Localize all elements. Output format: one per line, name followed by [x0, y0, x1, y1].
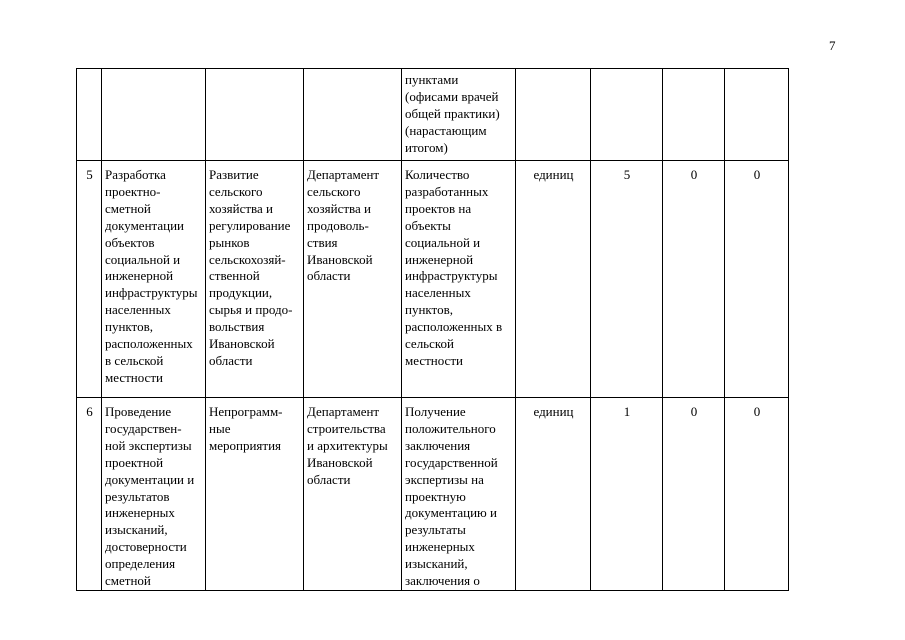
cell-text: 0 — [690, 404, 698, 419]
cell-line: пунктов, — [105, 319, 153, 335]
executor-cell — [304, 69, 402, 161]
cell-line: Получение — [405, 404, 466, 419]
cell-line: пунктами — [405, 72, 459, 87]
value-2-cell — [663, 161, 725, 398]
executor-cell — [304, 398, 402, 591]
cell-text: 5 — [623, 167, 631, 182]
cell-line: рынков — [209, 234, 250, 250]
cell-line: сметной — [105, 200, 151, 216]
cell-text: 0 — [690, 167, 698, 182]
row-number-cell — [77, 398, 102, 591]
unit-cell — [516, 398, 591, 591]
cell-line: сырья и продо- — [209, 302, 293, 318]
cell-line: заключения о — [405, 573, 480, 589]
cell-text: 0 — [753, 404, 761, 419]
cell-line: проектов на — [405, 200, 472, 216]
cell-line: Ивановской — [307, 454, 373, 470]
cell-line: проектную — [405, 488, 466, 504]
cell-line: в сельской — [105, 352, 164, 368]
program-cell — [206, 161, 304, 398]
cell-line: сельскохозяй- — [209, 251, 286, 267]
program-cell — [206, 69, 304, 161]
cell-line: Ивановской — [307, 251, 373, 267]
cell-line: области — [209, 352, 253, 368]
indicator-cell — [402, 398, 516, 591]
program-table — [76, 68, 789, 591]
activity-cell — [102, 69, 206, 161]
cell-text: 6 — [86, 404, 93, 419]
cell-line: проектной — [105, 454, 164, 470]
table-row — [77, 161, 789, 398]
cell-line: ствия — [307, 234, 338, 250]
cell-line: изысканий, — [105, 522, 168, 538]
value-3-cell — [725, 161, 789, 398]
cell-line: сельской — [405, 336, 454, 352]
cell-line: населенных — [105, 302, 171, 318]
cell-line: общей практики) — [405, 105, 500, 121]
cell-line: результатов — [105, 488, 170, 504]
cell-line: положительного — [405, 420, 496, 436]
program-cell — [206, 398, 304, 591]
cell-text: 0 — [753, 167, 761, 182]
cell-text: единиц — [533, 167, 574, 182]
value-3-cell — [725, 398, 789, 591]
cell-line: области — [307, 471, 351, 487]
cell-line: изысканий, — [405, 556, 468, 572]
cell-line: ные — [209, 420, 231, 436]
cell-line: заключения — [405, 437, 471, 453]
cell-line: государственной — [405, 454, 498, 470]
cell-line: области — [307, 268, 351, 284]
cell-line: ственной — [209, 268, 260, 284]
cell-line: Развитие — [209, 167, 259, 182]
indicator-cell — [402, 69, 516, 161]
cell-line: разработанных — [405, 183, 489, 199]
cell-text: 5 — [86, 167, 93, 182]
cell-line: расположенных — [105, 336, 193, 352]
cell-line: мероприятия — [209, 437, 282, 453]
value-2-cell — [663, 398, 725, 591]
cell-line: расположенных в — [405, 319, 503, 335]
cell-text: единиц — [533, 404, 574, 419]
cell-text: 1 — [623, 404, 631, 419]
unit-cell — [516, 69, 591, 161]
table-row — [77, 398, 789, 591]
cell-line: результаты — [405, 522, 466, 538]
cell-line: сельского — [307, 183, 361, 199]
cell-line: ной экспертизы — [105, 437, 192, 453]
value-1-cell — [591, 69, 663, 161]
indicator-cell — [402, 161, 516, 398]
activity-cell — [102, 161, 206, 398]
value-3-cell — [725, 69, 789, 161]
cell-line: Количество — [405, 167, 470, 182]
cell-line: Департамент — [307, 167, 380, 182]
cell-line: определения — [105, 556, 176, 572]
value-2-cell — [663, 69, 725, 161]
cell-line: Проведение — [105, 404, 172, 419]
cell-line: инженерных — [405, 539, 475, 555]
cell-line: хозяйства и — [307, 200, 371, 216]
cell-line: документации — [105, 217, 185, 233]
cell-line: достоверности — [105, 539, 187, 555]
cell-line: экспертизы на — [405, 471, 484, 487]
executor-cell — [304, 161, 402, 398]
cell-line: инженерных — [105, 505, 175, 521]
cell-line: Департамент — [307, 404, 380, 419]
value-1-cell — [591, 398, 663, 591]
cell-line: инфраструктуры — [405, 268, 498, 284]
cell-line: социальной и — [405, 234, 481, 250]
cell-line: Непрограмм- — [209, 404, 283, 419]
cell-line: продукции, — [209, 285, 273, 301]
page-number: 7 — [829, 38, 836, 53]
cell-line: продоволь- — [307, 217, 369, 233]
cell-line: регулирование — [209, 217, 291, 233]
cell-line: инженерной — [405, 251, 474, 267]
cell-line: проектно- — [105, 183, 161, 199]
cell-line: строительства — [307, 420, 386, 436]
cell-line: государствен- — [105, 420, 182, 436]
cell-line: объектов — [105, 234, 155, 250]
table-row — [77, 69, 789, 161]
cell-line: документации и — [105, 471, 195, 487]
cell-line: сельского — [209, 183, 263, 199]
cell-line: инженерной — [105, 268, 174, 284]
activity-cell — [102, 398, 206, 591]
cell-line: итогом) — [405, 139, 448, 155]
value-1-cell — [591, 161, 663, 398]
cell-line: местности — [105, 369, 163, 385]
row-number-cell — [77, 69, 102, 161]
cell-line: пунктов, — [405, 302, 453, 318]
cell-line: населенных — [405, 285, 471, 301]
cell-line: Ивановской — [209, 336, 275, 352]
cell-line: вольствия — [209, 319, 265, 335]
cell-line: объекты — [405, 217, 451, 233]
cell-line: (нарастающим — [405, 122, 487, 138]
cell-line: (офисами врачей — [405, 88, 499, 104]
cell-line: хозяйства и — [209, 200, 273, 216]
cell-line: Разработка — [105, 167, 166, 182]
cell-line: и архитектуры — [307, 437, 388, 453]
cell-line: сметной — [105, 573, 151, 589]
cell-line: местности — [405, 352, 463, 368]
cell-line: документацию и — [405, 505, 497, 521]
unit-cell — [516, 161, 591, 398]
row-number-cell — [77, 161, 102, 398]
cell-line: инфраструктуры — [105, 285, 198, 301]
cell-line: социальной и — [105, 251, 181, 267]
